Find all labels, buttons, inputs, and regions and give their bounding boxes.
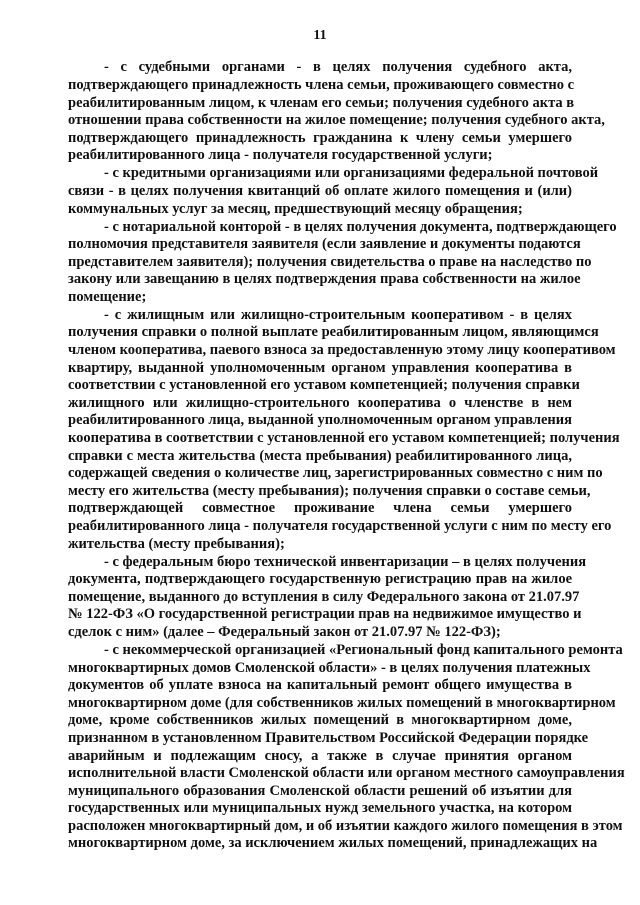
text-line: сделок с ним» (далее – Федеральный закон от 21.07.97 № 122-ФЗ);: [68, 623, 501, 640]
text-line: - с жилищным или жилищно-строительным кооперативом - в целях: [104, 306, 572, 323]
text-line: государственных или муниципальных нужд земельного участка, на котором: [68, 800, 572, 817]
text-line: признанном в установленном Правительством Российской Федерации порядке: [68, 729, 589, 746]
document-body: [68, 59, 625, 853]
text-line: подтверждающего принадлежность члена семьи, проживающего совместно с: [68, 76, 575, 93]
text-line: реабилитированного лица - получателя государственной услуги с ним по месту его: [68, 518, 612, 534]
text-line: - с судебными органами - в целях получения судебного акта,: [104, 59, 572, 76]
text-line: аварийным и подлежащим сносу, а также в случае принятия органом: [68, 747, 572, 764]
text-line: квартиру, выданной уполномоченным органом управления кооператива в: [68, 359, 572, 376]
text-line: помещение, выданного до вступления в силу Федерального закона от 21.07.97: [68, 588, 580, 605]
text-line: представителем заявителя); получения свидетельства о праве на наследство по: [68, 253, 592, 270]
text-line: закону или завещанию в целях подтверждения права собственности на жилое: [68, 271, 581, 288]
text-line: многоквартирном доме, за исключением жилых помещений, принадлежащих на: [68, 835, 598, 852]
text-line: муниципального образования Смоленской области решений об изъятии для: [68, 782, 572, 799]
text-line: документа, подтверждающего государственную регистрацию прав на жилое: [68, 571, 572, 588]
text-line: кооператива в соответствии с установленной его уставом компетенцией; получения: [68, 430, 620, 447]
text-line: доме, кроме собственников жилых помещений в многоквартирном доме,: [68, 712, 572, 729]
text-line: - с некоммерческой организацией «Региональный фонд капитального ремонта: [104, 641, 623, 658]
text-line: отношении права собственности на жилое помещение; получения судебного акта,: [68, 112, 605, 129]
text-line: содержащей сведения о количестве лиц, зарегистрированных совместно с ним по: [68, 465, 603, 482]
text-line: подтверждающей совместное проживание члена семьи умершего: [68, 500, 572, 517]
text-line: расположен многоквартирный дом, и об изъятии каждого жилого помещения в этом: [68, 817, 623, 834]
text-line: коммунальных услуг за месяц, предшествующий месяцу обращения;: [68, 200, 523, 217]
text-line: № 122-ФЗ «О государственной регистрации прав на недвижимое имущество и: [68, 606, 582, 623]
text-line: многоквартирном доме (для собственников жилых помещений в многоквартирном: [68, 694, 616, 711]
paragraph: [68, 553, 587, 642]
text-line: полномочия представителя заявителя (если заявление и документы подаются: [68, 236, 581, 253]
text-line: многоквартирных домов Смоленской области» - в целях получения платежных: [68, 659, 591, 676]
paragraph: [68, 165, 599, 218]
text-line: исполнительной власти Смоленской области или органом местного самоуправления: [68, 765, 625, 782]
paragraph: [68, 59, 605, 165]
text-line: месту его жительства (месту пребывания); получения справки о составе семьи,: [68, 482, 591, 499]
text-line: - с федеральным бюро технической инвентаризации – в целях получения: [104, 553, 587, 570]
text-line: связи - в целях получения квитанций об оплате жилого помещения и (или): [68, 182, 572, 199]
text-line: жилищного или жилищно-строительного кооператива о членстве в нем: [68, 394, 572, 411]
text-line: реабилитированного лица - получателя государственной услуги;: [68, 147, 493, 164]
paragraph: [68, 641, 625, 853]
text-line: получения справки о полной выплате реабилитированным лицом, являющимся: [68, 324, 599, 341]
text-line: - с кредитными организациями или организациями федеральной почтовой: [104, 165, 599, 182]
text-line: жительства (месту пребывания);: [68, 535, 285, 552]
text-line: подтверждающего принадлежность гражданина к члену семьи умершего: [68, 129, 572, 146]
paragraph: [68, 306, 620, 553]
text-line: соответствии с установленной его уставом компетенцией; получения справки: [68, 377, 580, 394]
text-line: членом кооператива, паевого взноса за предоставленную этому лицу кооперативом: [68, 342, 616, 359]
text-line: помещение;: [68, 288, 147, 305]
paragraph: [68, 218, 617, 307]
text-line: реабилитированного лица, выданной уполномоченным органом управления: [68, 412, 572, 429]
page-number: 11: [313, 28, 327, 43]
text-line: справки с места жительства (места пребывания) реабилитированного лица,: [68, 447, 572, 464]
text-line: документов об уплате взноса на капитальный ремонт общего имущества в: [68, 677, 572, 694]
text-line: - с нотариальной конторой - в целях получения документа, подтверждающего: [104, 218, 617, 235]
text-line: реабилитированным лицом, к членам его семьи; получения судебного акта в: [68, 94, 575, 111]
